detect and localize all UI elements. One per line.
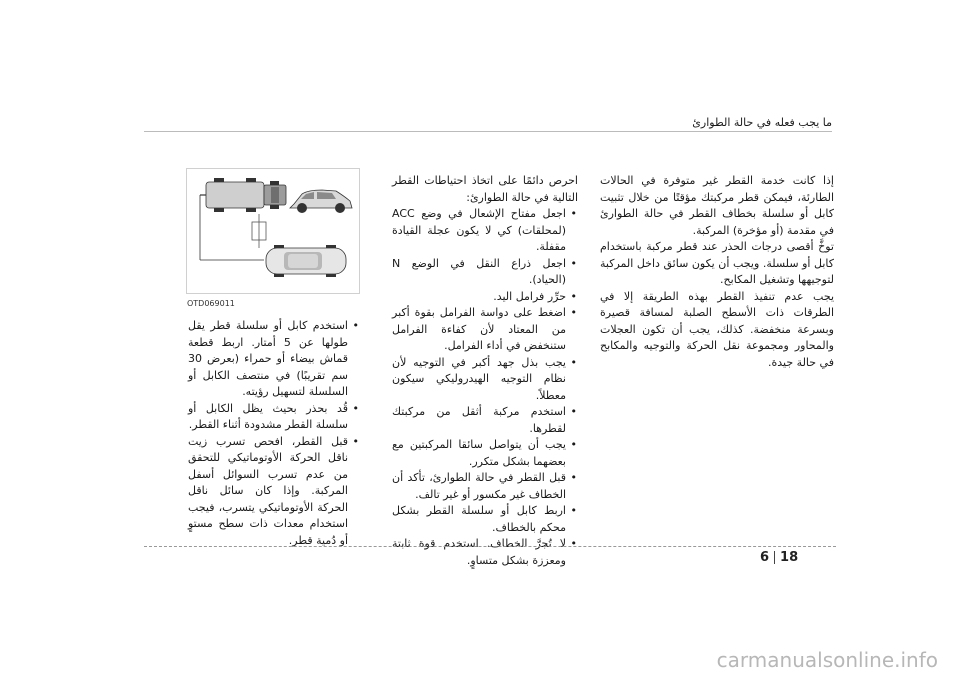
paragraph: إذا كانت خدمة القطر غير متوفرة في الحالات الطارئة، فيمكن قطر مركبتك مؤقتًا من خلال تثبيت كابل أو سلسلة بخطاف القطر في حالة الطوارئ في مقدمة (أو مؤخرة) المركبة. xyxy=(600,174,834,237)
chapter-number: 6 xyxy=(760,550,770,565)
list-item: • قبل القطر، افحص تسرب زيت ناقل الحركة الأوتوماتيكي للتحقق من عدم تسرب السوائل أسفل المركبة. وإذا كان سائل ناقل الحركة الأوتوماتيكي يتسرب، فيجب استخدام معدات ذات سطح مستوٍ أو دُمية قطر. xyxy=(188,434,348,550)
intro-paragraph: احرص دائمًا على اتخاذ احتياطات القطر التالية في حالة الطوارئ: xyxy=(392,174,578,204)
towed-car-top-icon xyxy=(266,245,346,277)
list-item: • اجعل مفتاح الإشعال في وضع ACC (لمحلقات) كي لا يكون عجلة القيادة مقفلة. xyxy=(392,206,566,256)
page-separator xyxy=(774,551,775,564)
list-item: • قبل القطر في حالة الطوارئ، تأكد أن الخطاف غير مكسور أو غير تالف. xyxy=(392,470,566,503)
left-text-column xyxy=(188,318,360,549)
list-item: • قُد بحذر بحيث يظل الكابل أو سلسلة القطر مشدودة أثناء القطر. xyxy=(188,401,348,434)
list-item: • يجب أن يتواصل سائقا المركبتين مع بعضهما بشكل متكرر. xyxy=(392,437,566,470)
tow-truck-icon xyxy=(200,178,286,212)
header-divider xyxy=(144,131,832,132)
section-header: ما يجب فعله في حالة الطوارئ xyxy=(692,116,832,129)
precautions-list xyxy=(392,206,578,569)
middle-text-column xyxy=(392,173,578,569)
watermark: carmanualsonline.info xyxy=(716,648,938,672)
figure-code: OTD069011 xyxy=(187,299,235,308)
towing-illustration xyxy=(186,168,360,294)
list-item: • لا تُجرَّ الخطاف. استخدم قوة ثابتة ومعززة بشكل متساوٍ. xyxy=(392,536,566,569)
list-item: • حرِّر فرامل اليد. xyxy=(392,289,566,306)
list-item: • اضغط على دواسة الفرامل بقوة أكبر من المعتاد لأن كفاءة الفرامل ستنخفض في أداء الفرامل. xyxy=(392,305,566,355)
list-item: • اجعل ذراع النقل في الوضع N (الحياد). xyxy=(392,256,566,289)
paragraph: يجب عدم تنفيذ القطر بهذه الطريقة إلا في الطرقات ذات الأسطح الصلبة لمسافة قصيرة وبسرعة منخفضة. كذلك، يجب أن تكون العجلات والمحاور ومجموعة نقل الحركة والتوجيه والمكابح في حالة جيدة. xyxy=(600,289,834,369)
list-item: • اربط كابل أو سلسلة القطر بشكل محكم بالخطاف. xyxy=(392,503,566,536)
page-in-chapter: 18 xyxy=(780,550,799,565)
list-item: • استخدم كابل أو سلسلة قطر يقل طولها عن 5 أمتار. اربط قطعة قماش بيضاء أو حمراء (بعرض 30 سم تقريبًا) في منتصف الكابل أو السلسلة لتسهيل رؤيته. xyxy=(188,318,348,401)
footer-divider xyxy=(144,546,836,547)
towing-rules-list xyxy=(188,318,360,549)
list-item: • استخدم مركبة أثقل من مركبتك لقطرها. xyxy=(392,404,566,437)
list-item: • يجب بذل جهد أكبر في التوجيه لأن نظام التوجيه الهيدروليكي سيكون معطلاً. xyxy=(392,355,566,405)
paragraph: توخَّ أقصى درجات الحذر عند قطر مركبة باستخدام كابل أو سلسلة. ويجب أن يكون سائق داخل المركبة لتوجيهها وتشغيل المكابح. xyxy=(600,240,834,286)
page-number xyxy=(760,550,798,565)
right-text-column xyxy=(600,173,834,371)
